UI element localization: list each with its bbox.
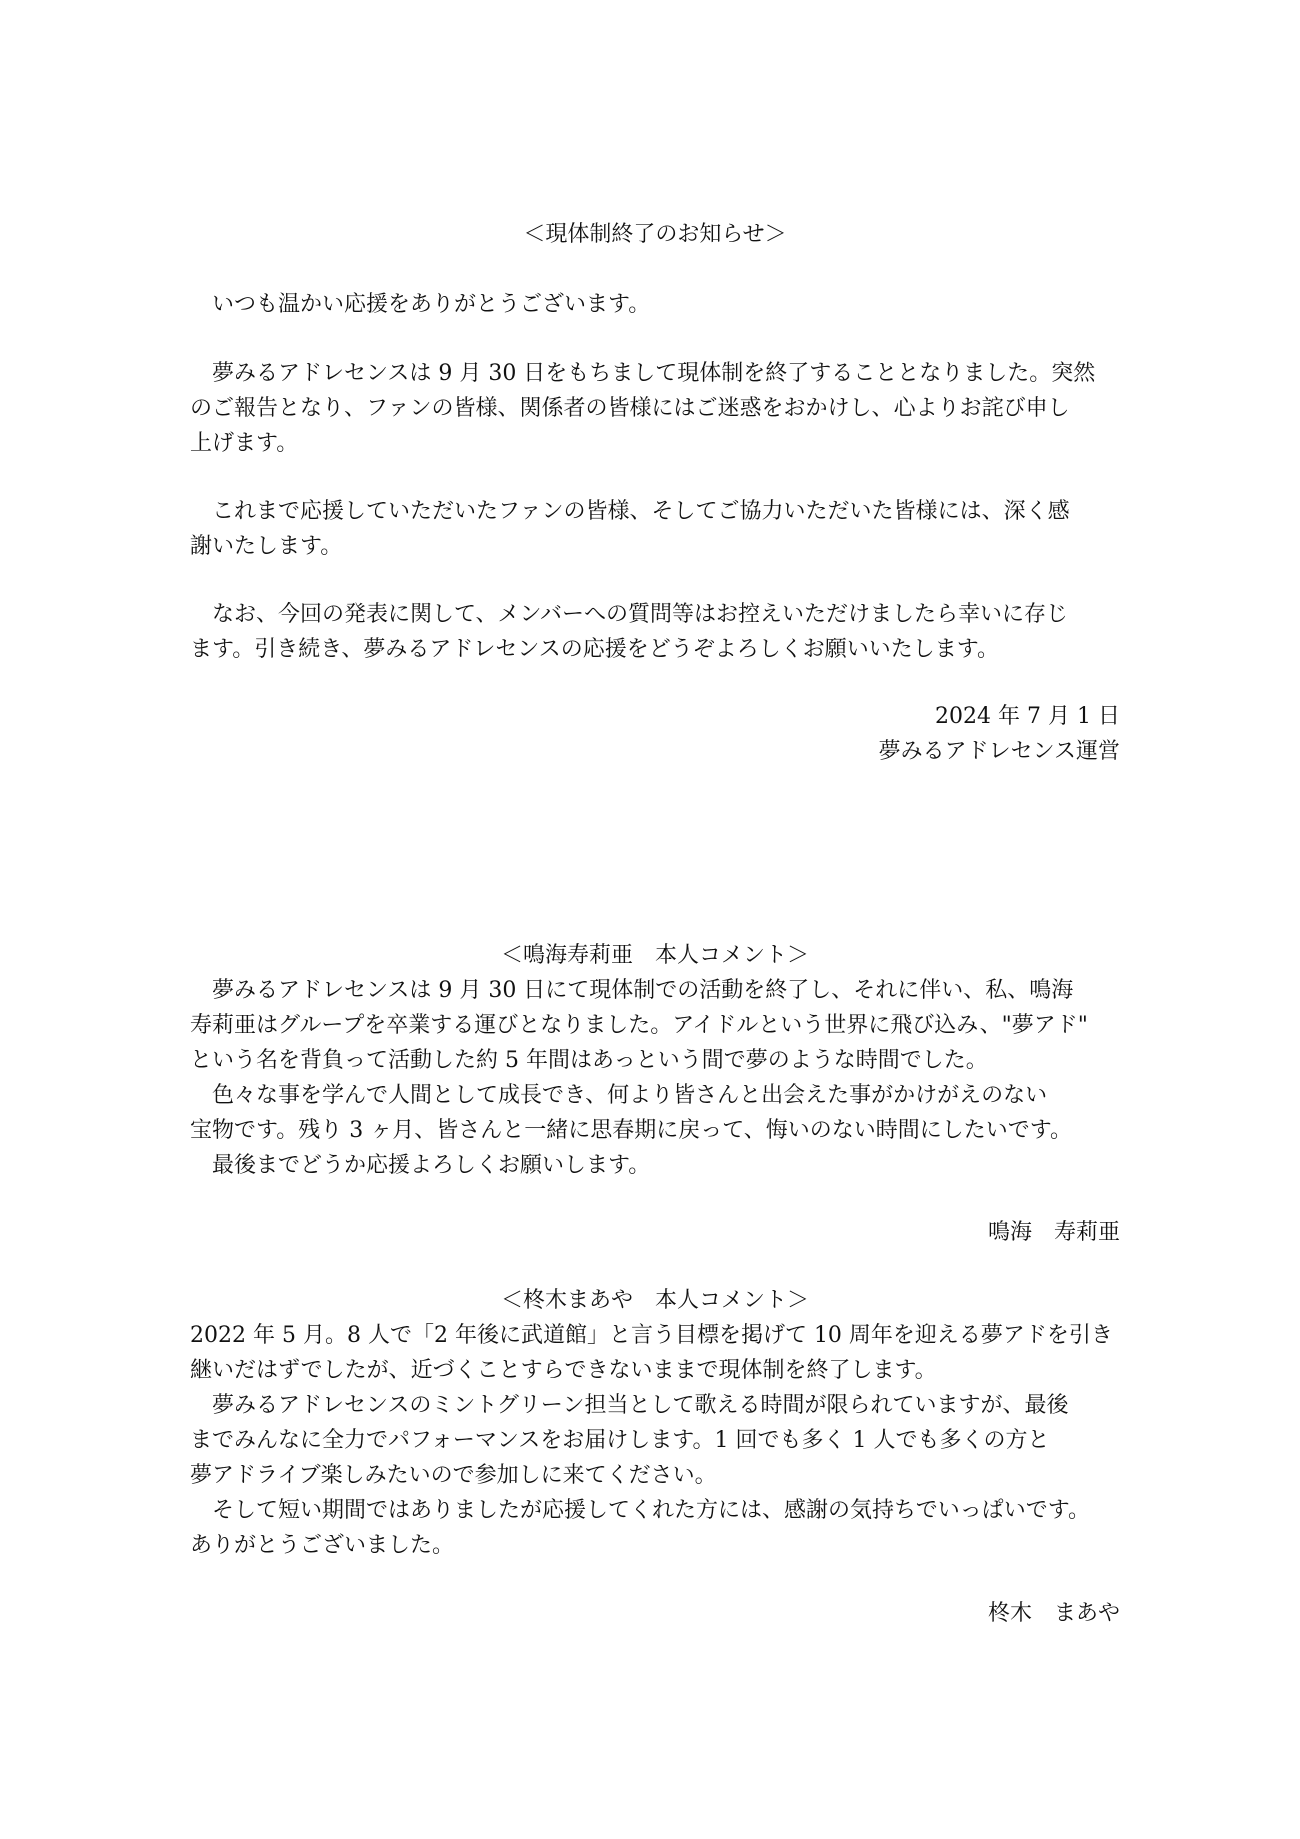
- comment-1-line-2: 寿莉亜はグループを卒業する運びとなりました。アイドルという世界に飛び込み、"夢アド": [190, 1013, 1088, 1038]
- comment-1-line-6: 最後までどうか応援よろしくお願いします。: [212, 1153, 651, 1178]
- comment-2-line-3: 夢みるアドレセンスのミントグリーン担当として歌える時間が限られていますが、最後: [212, 1393, 1069, 1418]
- comment-1-line-4: 色々な事を学んで人間として成長でき、何より皆さんと出会えた事がかけがえのない: [212, 1083, 1048, 1108]
- comment-1-title: ＜鳴海寿莉亜 本人コメント＞: [500, 943, 809, 968]
- notice-paragraph-1-line-1: 夢みるアドレセンスは 9 月 30 日をもちまして現体制を終了することとなりました。突然: [212, 361, 1096, 386]
- notice-greeting: いつも温かい応援をありがとうございます。: [212, 292, 651, 317]
- comment-1-line-1: 夢みるアドレセンスは 9 月 30 日にて現体制での活動を終了し、それに伴い、私、鳴海: [212, 978, 1074, 1003]
- comment-2-signature: 柊木 まあや: [987, 1601, 1120, 1626]
- notice-title: ＜現体制終了のお知らせ＞: [523, 222, 787, 247]
- comment-2-line-5: 夢アドライブ楽しみたいので参加しに来てください。: [190, 1463, 717, 1488]
- notice-paragraph-1-line-2: のご報告となり、ファンの皆様、関係者の皆様にはご迷惑をおかけし、心よりお詫び申し: [190, 396, 1070, 421]
- notice-paragraph-1-line-3: 上げます。: [190, 431, 299, 456]
- comment-1-signature: 鳴海 寿莉亜: [987, 1220, 1120, 1245]
- notice-paragraph-3-line-1: なお、今回の発表に関して、メンバーへの質問等はお控えいただけましたら幸いに存じ: [212, 602, 1069, 627]
- comment-2-line-1: 2022 年 5 月。8 人で「2 年後に武道館」と言う目標を掲げて 10 周年を迎える夢アドを引き: [190, 1323, 1113, 1348]
- comment-2-line-6: そして短い期間ではありましたが応援してくれた方には、感謝の気持ちでいっぱいです。: [212, 1498, 1091, 1523]
- comment-2-line-7: ありがとうございました。: [190, 1533, 455, 1558]
- comment-1-line-3: という名を背負って活動した約 5 年間はあっという間で夢のような時間でした。: [190, 1048, 988, 1073]
- comment-1-line-5: 宝物です。残り 3 ヶ月、皆さんと一緒に思春期に戻って、悔いのない時間にしたいです。: [190, 1118, 1073, 1143]
- notice-date: 2024 年 7 月 1 日: [935, 704, 1120, 729]
- notice-paragraph-2-line-1: これまで応援していただいたファンの皆様、そしてご協力いただいた皆様には、深く感: [212, 499, 1070, 524]
- comment-2-title: ＜柊木まあや 本人コメント＞: [500, 1288, 809, 1313]
- notice-paragraph-3-line-2: ます。引き続き、夢みるアドレセンスの応援をどうぞよろしくお願いいたします。: [190, 637, 999, 662]
- notice-signature: 夢みるアドレセンス運営: [878, 739, 1120, 764]
- comment-2-line-4: までみんなに全力でパフォーマンスをお届けします。1 回でも多く 1 人でも多くの方と: [190, 1428, 1050, 1453]
- comment-2-line-2: 継いだはずでしたが、近づくことすらできないままで現体制を終了します。: [190, 1358, 937, 1383]
- notice-paragraph-2-line-2: 謝いたします。: [190, 534, 343, 559]
